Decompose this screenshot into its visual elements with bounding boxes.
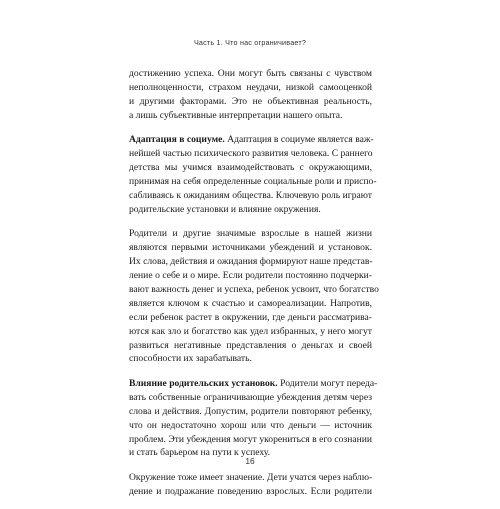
text-line: являются первыми источниками убеждений и установок.: [129, 242, 372, 254]
text-line: Окружение тоже имеет значение. Дети учатся через наблю-: [129, 471, 373, 483]
text-line: [129, 133, 372, 147]
paragraph-parents: [129, 227, 379, 366]
paragraph-term: Адаптация в социуме.: [129, 134, 225, 146]
text-line: детства мы учимся взаимодействовать с окружающими,: [129, 162, 372, 174]
paragraph-continued: [129, 67, 372, 123]
text-line: если ребенок растет в окружении, где деньги рассматрива-: [129, 311, 372, 323]
text-line: родительские установки и влияние окружения.: [129, 203, 321, 215]
text-line: [129, 377, 378, 391]
text-line: и другими факторами. Это не объективная реальность,: [129, 95, 372, 107]
body-text: [129, 67, 379, 509]
text-line: вать собственные ограничивающие убеждения детям через: [129, 391, 372, 403]
term-line-rest: Адаптация в социуме является важ-: [224, 134, 374, 146]
text-line: ление о себе и о мире. Если родители постоянно подчерки-: [129, 269, 372, 281]
paragraph-term: Влияние родительских установок.: [129, 377, 278, 389]
paragraph-environment: [129, 471, 372, 499]
text-line: способности их зарабатывать.: [129, 353, 252, 365]
text-line: слова и действия. Допустим, родители повторяют ребенку,: [129, 405, 372, 417]
text-line: нейшей частью психического развития человека. С раннего: [129, 148, 373, 160]
page-number: 16: [245, 456, 255, 466]
running-head: Часть 1. Что нас ограничивает?: [193, 38, 307, 47]
text-line: принимая на себя определенные социальные роли и приспо-: [129, 175, 377, 187]
text-line: а лишь субъективные интерпретации нашего опыта.: [129, 109, 343, 121]
text-line: что он недостаточно хорош или что деньги — источник: [129, 419, 372, 431]
text-line: достижению успеха. Они могут быть связаны с чувством: [129, 68, 372, 79]
text-line: является ключом к счастью и самореализации. Напротив,: [129, 297, 372, 309]
paragraph-parental-attitudes: [129, 377, 378, 460]
text-line: дение и подражание поведению взрослых. Если родители: [129, 485, 372, 497]
text-line: ются как зло и богатство как удел избранных, у него могут: [129, 325, 372, 337]
text-line: проблем. Эти убеждения могут укорениться в его сознании: [129, 433, 372, 445]
text-line: и стать барьером на пути к успеху.: [129, 447, 271, 459]
text-line: Родители и другие значимые взрослые в нашей жизни: [129, 228, 372, 240]
text-line: развиться негативные представления о деньгах и своей: [129, 339, 372, 351]
text-line: Их слова, действия и ожидания формируют наше представ-: [129, 256, 373, 268]
text-line: неполноценности, страхом неудачи, низкой самооценкой: [129, 81, 372, 93]
term-line-rest: Родители могут переда-: [277, 377, 378, 389]
paragraph-social-adaptation: [129, 133, 377, 216]
text-line: сабливаясь к ожиданиям общества. Ключевую роль играют: [129, 189, 372, 201]
text-line: вают важность денег и успеха, ребенок усвоит, что богатство: [129, 283, 379, 295]
